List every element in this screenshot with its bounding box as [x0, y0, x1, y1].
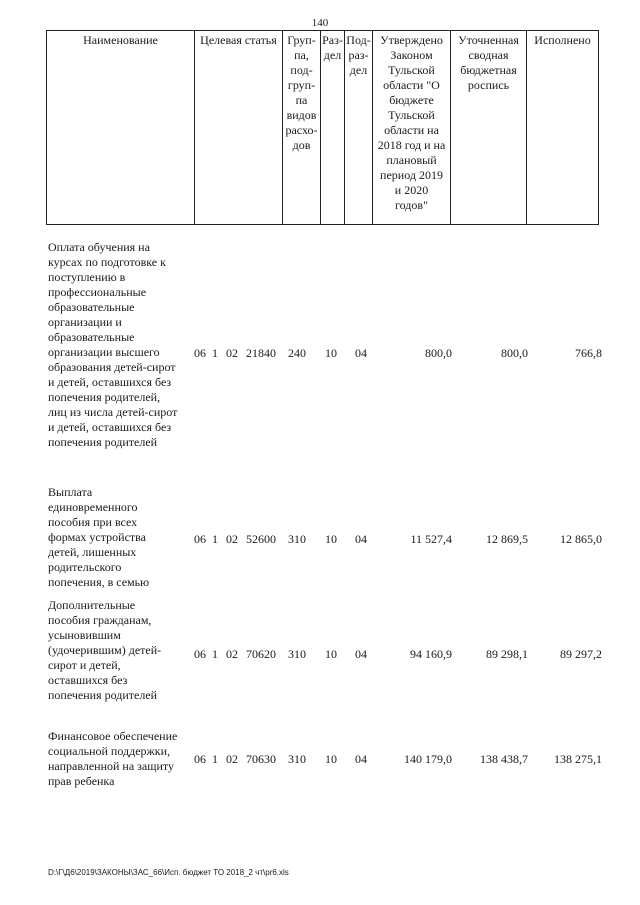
target-article-subprogram: 1 — [212, 346, 218, 360]
page-number: 140 — [311, 17, 329, 29]
header-podrazdel: Под- раз- дел — [345, 31, 373, 225]
target-article-measure: 02 — [226, 346, 238, 360]
approved-amount: 140 179,0 — [404, 752, 452, 766]
podrazdel: 04 — [355, 346, 367, 360]
row-name: Дополнительные пособия гражданам, усыновившим (удочерившим) детей- сирот и детей, оставшихся без попечения родителей — [48, 598, 162, 702]
approved-amount: 800,0 — [425, 346, 452, 360]
target-article-program: 06 — [194, 532, 206, 546]
razdel: 10 — [325, 532, 337, 546]
podrazdel: 04 — [355, 752, 367, 766]
header-expense-group: Груп- па, под- груп- па видов расхо- дов — [283, 31, 321, 225]
header-target-article: Целевая статья — [195, 31, 283, 225]
row-name: Оплата обучения на курсах по подготовке к поступлению в профессиональные образовательные организации и образовательные организации высшего образования детей-сирот и детей, оставшихся без попечения родителей, лиц из числа детей-сирот и детей, оставшихся без попечения родителей — [48, 240, 178, 449]
target-article-subprogram: 1 — [212, 752, 218, 766]
approved-amount: 94 160,9 — [410, 647, 452, 661]
header-refined: Уточненная сводная бюджетная роспись — [451, 31, 527, 225]
executed-amount: 89 297,2 — [560, 647, 602, 661]
podrazdel: 04 — [355, 532, 367, 546]
expense-group: 310 — [288, 752, 306, 766]
refined-amount: 800,0 — [501, 346, 528, 360]
row-name: Выплата единовременного пособия при всех формах устройства детей, лишенных родительского попечения, в семью — [48, 485, 150, 589]
target-article-direction: 21840 — [246, 346, 276, 360]
razdel: 10 — [325, 752, 337, 766]
executed-amount: 766,8 — [575, 346, 602, 360]
target-article-direction: 52600 — [246, 532, 276, 546]
header-approved: Утверждено Законом Тульской области "О бюджете Тульской области на 2018 год и на плановый период 2019 и 2020 годов" — [373, 31, 451, 225]
target-article-subprogram: 1 — [212, 532, 218, 546]
target-article-program: 06 — [194, 752, 206, 766]
target-article-measure: 02 — [226, 647, 238, 661]
target-article-measure: 02 — [226, 752, 238, 766]
razdel: 10 — [325, 346, 337, 360]
expense-group: 310 — [288, 532, 306, 546]
target-article-subprogram: 1 — [212, 647, 218, 661]
refined-amount: 89 298,1 — [486, 647, 528, 661]
footer-file-path: D:\Г\Д6\2019\ЗАКОНЫ\ЗАС_66\Исп. бюджет ТО 2018_2 чт\pr6.xls — [48, 868, 289, 877]
approved-amount: 11 527,4 — [410, 532, 452, 546]
executed-amount: 12 865,0 — [560, 532, 602, 546]
target-article-direction: 70630 — [246, 752, 276, 766]
refined-amount: 12 869,5 — [486, 532, 528, 546]
table-header — [46, 30, 599, 225]
target-article-measure: 02 — [226, 532, 238, 546]
podrazdel: 04 — [355, 647, 367, 661]
target-article-program: 06 — [194, 647, 206, 661]
expense-group: 310 — [288, 647, 306, 661]
target-article-direction: 70620 — [246, 647, 276, 661]
header-executed: Исполнено — [527, 31, 599, 225]
row-name: Финансовое обеспечение социальной поддержки, направленной на защиту прав ребенка — [48, 729, 178, 788]
header-name: Наименование — [47, 31, 195, 225]
expense-group: 240 — [288, 346, 306, 360]
razdel: 10 — [325, 647, 337, 661]
refined-amount: 138 438,7 — [480, 752, 528, 766]
header-razdel: Раз- дел — [321, 31, 345, 225]
executed-amount: 138 275,1 — [554, 752, 602, 766]
target-article-program: 06 — [194, 346, 206, 360]
